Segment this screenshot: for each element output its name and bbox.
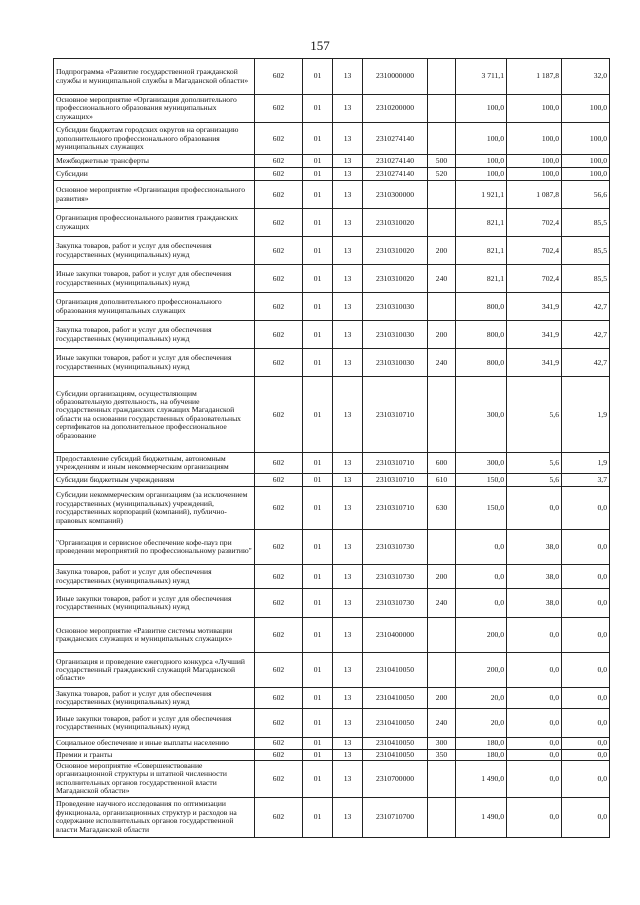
cell-value-1: 100,0 xyxy=(456,168,507,181)
cell-subsection: 13 xyxy=(333,709,363,738)
cell-value-2: 341,9 xyxy=(507,321,562,349)
table-row xyxy=(54,265,610,293)
cell-expense-type xyxy=(428,123,456,155)
cell-value-2: 0,0 xyxy=(507,738,562,749)
cell-value-3: 0,0 xyxy=(562,797,610,837)
cell-expense-type: 200 xyxy=(428,565,456,589)
cell-ministry: 602 xyxy=(255,749,303,760)
cell-name: Предоставление субсидий бюджетным, автономным учреждениям и иным некоммерческим организациям xyxy=(54,453,255,474)
table-row xyxy=(54,321,610,349)
cell-subsection: 13 xyxy=(333,453,363,474)
cell-value-1: 821,1 xyxy=(456,265,507,293)
cell-expense-type xyxy=(428,761,456,798)
cell-value-3: 42,7 xyxy=(562,321,610,349)
cell-subsection: 13 xyxy=(333,265,363,293)
cell-subsection: 13 xyxy=(333,321,363,349)
cell-ministry: 602 xyxy=(255,293,303,321)
cell-name: Социальное обеспечение и иные выплаты населению xyxy=(54,738,255,749)
table-row xyxy=(54,209,610,237)
cell-target: 2310410050 xyxy=(363,653,428,688)
cell-ministry: 602 xyxy=(255,181,303,209)
cell-ministry: 602 xyxy=(255,797,303,837)
cell-value-1: 100,0 xyxy=(456,155,507,168)
cell-expense-type: 520 xyxy=(428,168,456,181)
cell-value-1: 150,0 xyxy=(456,474,507,487)
cell-section: 01 xyxy=(303,237,333,265)
cell-target: 2310400000 xyxy=(363,618,428,653)
cell-value-2: 100,0 xyxy=(507,155,562,168)
cell-target: 2310310030 xyxy=(363,293,428,321)
cell-ministry: 602 xyxy=(255,59,303,95)
cell-name: Основное мероприятие «Организация дополнительного профессионального образования муниципальных служащих» xyxy=(54,95,255,123)
cell-value-2: 0,0 xyxy=(507,797,562,837)
cell-value-3: 85,5 xyxy=(562,265,610,293)
cell-value-1: 0,0 xyxy=(456,530,507,565)
cell-ministry: 602 xyxy=(255,761,303,798)
table-row xyxy=(54,589,610,618)
cell-subsection: 13 xyxy=(333,181,363,209)
cell-value-1: 1 921,1 xyxy=(456,181,507,209)
cell-section: 01 xyxy=(303,749,333,760)
cell-subsection: 13 xyxy=(333,95,363,123)
cell-subsection: 13 xyxy=(333,749,363,760)
cell-name: Основное мероприятие «Развитие системы мотивации гражданских служащих и муниципальных служащих» xyxy=(54,618,255,653)
cell-ministry: 602 xyxy=(255,738,303,749)
cell-section: 01 xyxy=(303,265,333,293)
cell-expense-type: 240 xyxy=(428,265,456,293)
cell-subsection: 13 xyxy=(333,59,363,95)
cell-section: 01 xyxy=(303,321,333,349)
table-row xyxy=(54,797,610,837)
cell-value-1: 800,0 xyxy=(456,349,507,377)
cell-ministry: 602 xyxy=(255,565,303,589)
cell-target: 2310300000 xyxy=(363,181,428,209)
cell-target: 2310310710 xyxy=(363,453,428,474)
cell-name: Межбюджетные трансферты xyxy=(54,155,255,168)
cell-value-3: 100,0 xyxy=(562,168,610,181)
cell-value-1: 821,1 xyxy=(456,209,507,237)
cell-expense-type xyxy=(428,653,456,688)
cell-name: Закупка товаров, работ и услуг для обеспечения государственных (муниципальных) нужд xyxy=(54,688,255,709)
table-row xyxy=(54,761,610,798)
cell-section: 01 xyxy=(303,761,333,798)
cell-value-1: 200,0 xyxy=(456,618,507,653)
cell-value-3: 0,0 xyxy=(562,589,610,618)
cell-value-2: 5,6 xyxy=(507,474,562,487)
cell-name: Иные закупки товаров, работ и услуг для обеспечения государственных (муниципальных) нужд xyxy=(54,349,255,377)
cell-expense-type xyxy=(428,377,456,453)
cell-expense-type xyxy=(428,59,456,95)
cell-section: 01 xyxy=(303,59,333,95)
cell-name: Премии и гранты xyxy=(54,749,255,760)
cell-expense-type xyxy=(428,797,456,837)
cell-expense-type xyxy=(428,209,456,237)
cell-section: 01 xyxy=(303,155,333,168)
cell-ministry: 602 xyxy=(255,530,303,565)
cell-value-2: 0,0 xyxy=(507,749,562,760)
cell-expense-type: 240 xyxy=(428,589,456,618)
cell-value-2: 0,0 xyxy=(507,618,562,653)
cell-value-3: 100,0 xyxy=(562,155,610,168)
table-row xyxy=(54,618,610,653)
cell-target: 2310274140 xyxy=(363,155,428,168)
cell-value-3: 0,0 xyxy=(562,749,610,760)
cell-section: 01 xyxy=(303,209,333,237)
cell-value-3: 0,0 xyxy=(562,688,610,709)
cell-name: "Организация и сервисное обеспечение кофе-пауз при проведении мероприятий по профессиональному развитию" xyxy=(54,530,255,565)
cell-subsection: 13 xyxy=(333,237,363,265)
cell-value-2: 100,0 xyxy=(507,123,562,155)
cell-ministry: 602 xyxy=(255,321,303,349)
table-row xyxy=(54,738,610,749)
cell-target: 2310310730 xyxy=(363,589,428,618)
cell-value-1: 821,1 xyxy=(456,237,507,265)
cell-value-1: 150,0 xyxy=(456,487,507,530)
cell-value-3: 0,0 xyxy=(562,709,610,738)
cell-value-3: 0,0 xyxy=(562,738,610,749)
cell-section: 01 xyxy=(303,565,333,589)
cell-subsection: 13 xyxy=(333,349,363,377)
cell-expense-type: 200 xyxy=(428,237,456,265)
cell-subsection: 13 xyxy=(333,589,363,618)
cell-expense-type xyxy=(428,618,456,653)
cell-expense-type xyxy=(428,181,456,209)
cell-section: 01 xyxy=(303,453,333,474)
cell-subsection: 13 xyxy=(333,653,363,688)
table-row xyxy=(54,349,610,377)
cell-name: Закупка товаров, работ и услуг для обеспечения государственных (муниципальных) нужд xyxy=(54,321,255,349)
cell-value-2: 341,9 xyxy=(507,293,562,321)
cell-value-2: 702,4 xyxy=(507,265,562,293)
cell-section: 01 xyxy=(303,123,333,155)
cell-section: 01 xyxy=(303,530,333,565)
cell-expense-type: 200 xyxy=(428,321,456,349)
cell-expense-type: 350 xyxy=(428,749,456,760)
cell-value-1: 200,0 xyxy=(456,653,507,688)
cell-name: Закупка товаров, работ и услуг для обеспечения государственных (муниципальных) нужд xyxy=(54,565,255,589)
cell-target: 2310274140 xyxy=(363,168,428,181)
cell-value-3: 42,7 xyxy=(562,349,610,377)
table-row xyxy=(54,237,610,265)
cell-ministry: 602 xyxy=(255,453,303,474)
cell-name: Субсидии бюджетным учреждениям xyxy=(54,474,255,487)
cell-ministry: 602 xyxy=(255,618,303,653)
cell-value-3: 56,6 xyxy=(562,181,610,209)
cell-section: 01 xyxy=(303,474,333,487)
cell-section: 01 xyxy=(303,293,333,321)
table-row xyxy=(54,168,610,181)
cell-section: 01 xyxy=(303,181,333,209)
cell-name: Иные закупки товаров, работ и услуг для обеспечения государственных (муниципальных) нужд xyxy=(54,709,255,738)
cell-section: 01 xyxy=(303,589,333,618)
cell-subsection: 13 xyxy=(333,530,363,565)
cell-ministry: 602 xyxy=(255,349,303,377)
cell-section: 01 xyxy=(303,95,333,123)
cell-value-2: 100,0 xyxy=(507,95,562,123)
cell-expense-type: 240 xyxy=(428,349,456,377)
cell-name: Закупка товаров, работ и услуг для обеспечения государственных (муниципальных) нужд xyxy=(54,237,255,265)
page-number: 157 xyxy=(310,38,330,53)
cell-ministry: 602 xyxy=(255,709,303,738)
cell-section: 01 xyxy=(303,377,333,453)
table-row xyxy=(54,749,610,760)
cell-value-1: 300,0 xyxy=(456,377,507,453)
cell-value-1: 3 711,1 xyxy=(456,59,507,95)
cell-value-1: 100,0 xyxy=(456,123,507,155)
table-row xyxy=(54,474,610,487)
cell-target: 2310710700 xyxy=(363,797,428,837)
cell-expense-type: 300 xyxy=(428,738,456,749)
cell-subsection: 13 xyxy=(333,761,363,798)
cell-name: Субсидии некоммерческим организациям (за исключением государственных (муниципальных) учреждений, государственных корпораций (компаний), публично-правовых компаний) xyxy=(54,487,255,530)
cell-expense-type: 630 xyxy=(428,487,456,530)
cell-target: 2310310730 xyxy=(363,565,428,589)
cell-value-1: 180,0 xyxy=(456,738,507,749)
cell-value-3: 0,0 xyxy=(562,761,610,798)
cell-target: 2310310710 xyxy=(363,474,428,487)
cell-value-3: 0,0 xyxy=(562,487,610,530)
cell-target: 2310000000 xyxy=(363,59,428,95)
cell-section: 01 xyxy=(303,168,333,181)
cell-value-2: 38,0 xyxy=(507,530,562,565)
table-row xyxy=(54,709,610,738)
cell-value-3: 32,0 xyxy=(562,59,610,95)
table-row xyxy=(54,453,610,474)
cell-value-1: 20,0 xyxy=(456,709,507,738)
cell-ministry: 602 xyxy=(255,474,303,487)
cell-target: 2310410050 xyxy=(363,749,428,760)
cell-ministry: 602 xyxy=(255,237,303,265)
cell-value-2: 0,0 xyxy=(507,487,562,530)
cell-value-1: 1 490,0 xyxy=(456,797,507,837)
cell-value-1: 800,0 xyxy=(456,321,507,349)
cell-name: Основное мероприятие «Организация профессионального развития» xyxy=(54,181,255,209)
cell-expense-type: 500 xyxy=(428,155,456,168)
cell-expense-type xyxy=(428,95,456,123)
cell-ministry: 602 xyxy=(255,487,303,530)
cell-subsection: 13 xyxy=(333,474,363,487)
cell-subsection: 13 xyxy=(333,293,363,321)
cell-name: Основное мероприятие «Совершенствование организационной структуры и штатной численности исполнительных органов государственной власти Магаданской области» xyxy=(54,761,255,798)
table-row xyxy=(54,181,610,209)
cell-value-1: 300,0 xyxy=(456,453,507,474)
cell-target: 2310310020 xyxy=(363,237,428,265)
cell-value-2: 341,9 xyxy=(507,349,562,377)
cell-value-2: 702,4 xyxy=(507,209,562,237)
cell-ministry: 602 xyxy=(255,95,303,123)
cell-name: Субсидии бюджетам городских округов на организацию дополнительного профессионального образования муниципальных служащих xyxy=(54,123,255,155)
cell-target: 2310310710 xyxy=(363,377,428,453)
cell-subsection: 13 xyxy=(333,688,363,709)
cell-target: 2310310020 xyxy=(363,209,428,237)
cell-value-3: 85,5 xyxy=(562,237,610,265)
table-row xyxy=(54,653,610,688)
cell-value-3: 0,0 xyxy=(562,565,610,589)
cell-name: Организация дополнительного профессионального образования муниципальных служащих xyxy=(54,293,255,321)
cell-value-1: 1 490,0 xyxy=(456,761,507,798)
table-body xyxy=(54,59,610,838)
cell-value-3: 1,9 xyxy=(562,453,610,474)
cell-value-3: 3,7 xyxy=(562,474,610,487)
cell-value-2: 1 087,8 xyxy=(507,181,562,209)
cell-name: Субсидии организациям, осуществляющим образовательную деятельность, на обучение государственных гражданских служащих Магаданской области на основании государственных образовательных сертификатов на дополнительное профессиональное образование xyxy=(54,377,255,453)
cell-target: 2310274140 xyxy=(363,123,428,155)
table-row xyxy=(54,688,610,709)
cell-value-1: 0,0 xyxy=(456,589,507,618)
cell-value-1: 800,0 xyxy=(456,293,507,321)
cell-ministry: 602 xyxy=(255,209,303,237)
cell-target: 2310410050 xyxy=(363,688,428,709)
cell-value-2: 5,6 xyxy=(507,377,562,453)
cell-name: Подпрограмма «Развитие государственной гражданской службы и муниципальной службы в Магаданской области» xyxy=(54,59,255,95)
table-row xyxy=(54,565,610,589)
table-row xyxy=(54,530,610,565)
cell-section: 01 xyxy=(303,487,333,530)
cell-target: 2310310730 xyxy=(363,530,428,565)
cell-section: 01 xyxy=(303,797,333,837)
cell-expense-type: 240 xyxy=(428,709,456,738)
cell-expense-type xyxy=(428,530,456,565)
cell-name: Иные закупки товаров, работ и услуг для обеспечения государственных (муниципальных) нужд xyxy=(54,265,255,293)
table-row xyxy=(54,293,610,321)
cell-section: 01 xyxy=(303,349,333,377)
cell-target: 2310310020 xyxy=(363,265,428,293)
cell-ministry: 602 xyxy=(255,265,303,293)
cell-subsection: 13 xyxy=(333,618,363,653)
table-row xyxy=(54,59,610,95)
cell-subsection: 13 xyxy=(333,487,363,530)
cell-value-1: 20,0 xyxy=(456,688,507,709)
cell-ministry: 602 xyxy=(255,155,303,168)
cell-ministry: 602 xyxy=(255,377,303,453)
cell-name: Организация и проведение ежегодного конкурса «Лучший государственный гражданский служащий Магаданской области» xyxy=(54,653,255,688)
cell-value-3: 100,0 xyxy=(562,95,610,123)
cell-ministry: 602 xyxy=(255,168,303,181)
cell-subsection: 13 xyxy=(333,377,363,453)
table-row xyxy=(54,155,610,168)
cell-expense-type: 200 xyxy=(428,688,456,709)
cell-expense-type: 600 xyxy=(428,453,456,474)
cell-target: 2310310710 xyxy=(363,487,428,530)
cell-value-2: 702,4 xyxy=(507,237,562,265)
table-row xyxy=(54,95,610,123)
cell-section: 01 xyxy=(303,738,333,749)
cell-target: 2310410050 xyxy=(363,738,428,749)
cell-value-2: 5,6 xyxy=(507,453,562,474)
cell-subsection: 13 xyxy=(333,209,363,237)
cell-name: Проведение научного исследования по оптимизации функционала, организационных структур и расходов на содержание исполнительных органов государственной власти Магаданской области xyxy=(54,797,255,837)
table-row xyxy=(54,123,610,155)
cell-value-2: 38,0 xyxy=(507,589,562,618)
cell-target: 2310310030 xyxy=(363,321,428,349)
cell-subsection: 13 xyxy=(333,155,363,168)
cell-target: 2310310030 xyxy=(363,349,428,377)
cell-expense-type: 610 xyxy=(428,474,456,487)
cell-value-2: 0,0 xyxy=(507,653,562,688)
cell-name: Иные закупки товаров, работ и услуг для обеспечения государственных (муниципальных) нужд xyxy=(54,589,255,618)
cell-ministry: 602 xyxy=(255,123,303,155)
cell-ministry: 602 xyxy=(255,688,303,709)
cell-value-3: 42,7 xyxy=(562,293,610,321)
cell-value-3: 100,0 xyxy=(562,123,610,155)
cell-name: Субсидии xyxy=(54,168,255,181)
cell-section: 01 xyxy=(303,618,333,653)
cell-value-3: 0,0 xyxy=(562,530,610,565)
table-row xyxy=(54,487,610,530)
cell-value-3: 0,0 xyxy=(562,618,610,653)
cell-subsection: 13 xyxy=(333,565,363,589)
cell-subsection: 13 xyxy=(333,168,363,181)
cell-target: 2310410050 xyxy=(363,709,428,738)
cell-value-3: 85,5 xyxy=(562,209,610,237)
cell-value-2: 1 187,8 xyxy=(507,59,562,95)
cell-ministry: 602 xyxy=(255,589,303,618)
cell-subsection: 13 xyxy=(333,738,363,749)
cell-subsection: 13 xyxy=(333,123,363,155)
cell-subsection: 13 xyxy=(333,797,363,837)
cell-name: Организация профессионального развития гражданских служащих xyxy=(54,209,255,237)
cell-value-2: 0,0 xyxy=(507,688,562,709)
cell-section: 01 xyxy=(303,688,333,709)
cell-value-3: 0,0 xyxy=(562,653,610,688)
cell-section: 01 xyxy=(303,653,333,688)
cell-value-1: 100,0 xyxy=(456,95,507,123)
cell-value-1: 0,0 xyxy=(456,565,507,589)
cell-value-2: 0,0 xyxy=(507,761,562,798)
cell-expense-type xyxy=(428,293,456,321)
budget-table xyxy=(53,58,610,838)
cell-value-2: 0,0 xyxy=(507,709,562,738)
cell-target: 2310200000 xyxy=(363,95,428,123)
cell-value-3: 1,9 xyxy=(562,377,610,453)
cell-value-2: 100,0 xyxy=(507,168,562,181)
table-row xyxy=(54,377,610,453)
cell-ministry: 602 xyxy=(255,653,303,688)
cell-target: 2310700000 xyxy=(363,761,428,798)
cell-value-1: 180,0 xyxy=(456,749,507,760)
cell-value-2: 38,0 xyxy=(507,565,562,589)
cell-section: 01 xyxy=(303,709,333,738)
